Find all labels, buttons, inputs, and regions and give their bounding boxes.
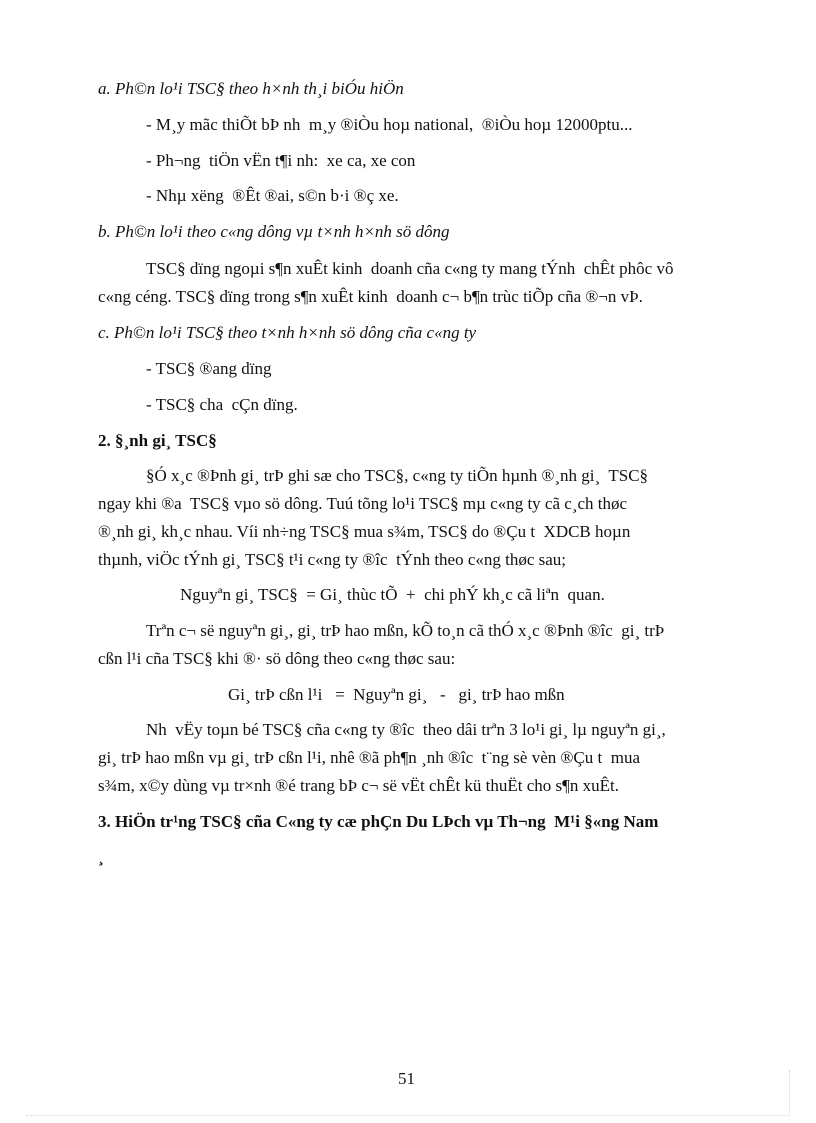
paragraph-line: TSC§ dïng ngoµi s¶n xuÊt kinh doanh cña c«ng ty mang tÝnh chÊt phôc vô (146, 259, 674, 278)
paragraph-line: §Ó x¸c ®Þnh gi¸ trÞ ghi sæ cho TSC§, c«ng ty tiÕn hµnh ®¸nh gi¸ TSC§ (146, 466, 649, 485)
list-item: - TSC§ cha cÇn dïng. (146, 395, 298, 414)
paragraph-line: ®¸nh gi¸ kh¸c nhau. Víi nh÷ng TSC§ mua s¾m, TSC§ do ®Çu t XDCB hoµn (98, 522, 631, 541)
list-item: - TSC§ ®ang dïng (146, 359, 272, 378)
section-heading-3-continuation: ¸ (98, 847, 104, 866)
paragraph-line: Trªn c¬ së nguyªn gi¸, gi¸ trÞ hao mßn, kÕ to¸n cã thÓ x¸c ®Þnh ®îc gi¸ trÞ (146, 621, 665, 640)
paragraph-line: Nh vËy toµn bé TSC§ cña c«ng ty ®îc theo dâi trªn 3 lo¹i gi¸ lµ nguyªn gi¸, (146, 720, 666, 739)
section-heading-a: a. Ph©n lo¹i TSC§ theo h×nh th¸i biÓu hiÖn (98, 79, 404, 98)
paragraph-line: thµnh, viÖc tÝnh gi¸ TSC§ t¹i c«ng ty ®îc tÝnh theo c«ng thøc sau; (98, 550, 567, 569)
paragraph-line: gi¸ trÞ hao mßn vµ gi¸ trÞ cßn l¹i, nhê ®ã ph¶n ¸nh ®îc t¨ng sè vèn ®Çu t mua (98, 748, 640, 767)
page-number: 51 (398, 1069, 415, 1088)
paragraph-line: s¾m, x©y dùng vµ tr×nh ®é trang bÞ c¬ së vËt chÊt kü thuËt cho s¶n xuÊt. (98, 776, 619, 795)
section-heading-b: b. Ph©n lo¹i theo c«ng dông vµ t×nh h×nh sö dông (98, 222, 450, 241)
section-heading-3: 3. HiÖn tr¹ng TSC§ cña C«ng ty cæ phÇn Du LÞch vµ Th¬ng M¹i §«ng Nam (98, 812, 659, 831)
list-item: - Nhµ xëng ®Êt ®ai, s©n b·i ®ç xe. (146, 186, 399, 205)
paragraph-line: c«ng céng. TSC§ dïng trong s¶n xuÊt kinh doanh c¬ b¶n trùc tiÕp cña ®¬n vÞ. (98, 287, 643, 306)
page-border-right (789, 1070, 790, 1116)
page-border-bottom (26, 1115, 790, 1116)
paragraph-line: ngay khi ®a TSC§ vµo sö dông. Tuú tõng lo¹i TSC§ mµ c«ng ty cã c¸ch thøc (98, 494, 628, 513)
formula-line: Nguyªn gi¸ TSC§ = Gi¸ thùc tÕ + chi phÝ kh¸c cã liªn quan. (180, 585, 605, 604)
section-heading-c: c. Ph©n lo¹i TSC§ theo t×nh h×nh sö dông cña c«ng ty (98, 323, 477, 342)
list-item: - M¸y mãc thiÕt bÞ nh m¸y ®iÒu hoµ national, ®iÒu hoµ 12000ptu... (146, 115, 633, 134)
list-item: - Ph¬ng tiÖn vËn t¶i nh: xe ca, xe con (146, 151, 416, 170)
formula-line: Gi¸ trÞ cßn l¹i = Nguyªn gi¸ - gi¸ trÞ hao mßn (228, 685, 565, 704)
section-heading-2: 2. §¸nh gi¸ TSC§ (98, 431, 217, 450)
paragraph-line: cßn l¹i cña TSC§ khi ®· sö dông theo c«ng thøc sau: (98, 649, 456, 668)
